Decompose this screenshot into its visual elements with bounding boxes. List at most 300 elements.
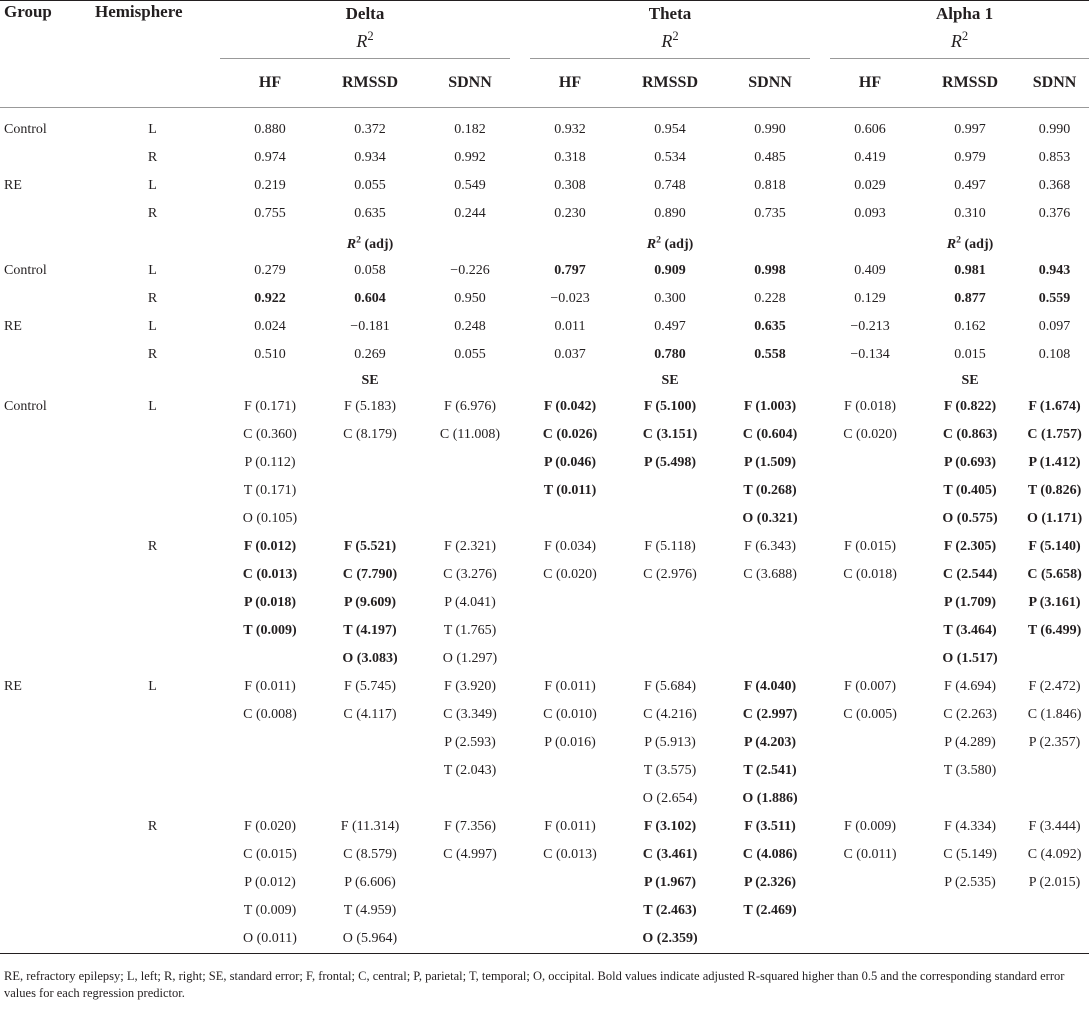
se-value-cell: O (1.886)	[742, 790, 798, 806]
header-measure-sdnn: SDNN	[420, 59, 520, 108]
value-cell: 0.310	[954, 206, 986, 221]
sub-spacer	[0, 228, 85, 257]
se-value-cell: C (5.149)	[943, 846, 997, 862]
se-value-cell: T (3.580)	[943, 762, 997, 778]
se-value-cell: F (2.321)	[443, 538, 497, 554]
se-value-cell	[520, 617, 620, 645]
se-value-cell: C (8.179)	[343, 426, 397, 442]
se-value-cell: C (1.846)	[1027, 706, 1082, 722]
se-row	[0, 925, 1089, 953]
group-cell	[0, 813, 85, 841]
hemisphere-cell: L	[148, 178, 157, 193]
value-cell: 0.909	[654, 262, 686, 278]
table-header	[0, 1, 1089, 108]
se-value-cell: T (2.469)	[743, 902, 797, 918]
se-value-cell: P (1.967)	[643, 874, 697, 890]
hemisphere-cell: L	[148, 262, 157, 278]
se-label-row-label: SE	[361, 372, 379, 388]
se-value-cell: P (0.046)	[543, 454, 597, 470]
value-cell: 0.368	[1038, 178, 1071, 193]
header-row-measures	[0, 59, 1089, 108]
se-value-cell: P (6.606)	[344, 874, 396, 890]
group-cell: Control	[4, 122, 47, 137]
se-row	[0, 449, 1089, 477]
se-value-cell: O (0.575)	[942, 510, 998, 526]
se-value-cell: F (7.356)	[443, 818, 497, 834]
hemisphere-cell: R	[147, 290, 158, 306]
se-value-cell: F (2.472)	[1028, 678, 1081, 694]
hemisphere-cell	[85, 561, 220, 589]
group-cell	[0, 144, 85, 172]
stat-label: $R^2$	[661, 29, 679, 51]
group-cell: Control	[4, 262, 47, 278]
se-value-cell: C (2.544)	[942, 566, 998, 582]
se-value-cell	[520, 757, 620, 785]
se-value-cell: F (0.015)	[843, 538, 897, 554]
se-row	[0, 477, 1089, 505]
se-value-cell: P (1.709)	[943, 594, 997, 610]
se-value-cell: C (4.216)	[643, 706, 697, 722]
band-name: Theta	[648, 4, 692, 23]
se-value-cell: F (2.305)	[943, 538, 997, 554]
bottom-rule-cell	[0, 953, 1089, 954]
se-value-cell	[520, 925, 620, 953]
stat-label: $R^2$ (adj)	[346, 234, 394, 252]
se-value-cell	[320, 449, 420, 477]
se-value-cell	[820, 925, 920, 953]
hemisphere-cell: L	[148, 318, 157, 334]
se-value-cell: P (0.016)	[544, 734, 596, 750]
se-value-cell: F (0.009)	[843, 818, 897, 834]
se-value-cell: F (4.334)	[943, 818, 997, 834]
hemisphere-cell	[85, 505, 220, 533]
value-cell: 0.534	[654, 150, 686, 165]
se-value-cell: C (0.360)	[243, 426, 297, 442]
se-value-cell	[920, 785, 1020, 813]
r2adj-row	[0, 285, 1089, 313]
se-value-cell: O (0.105)	[242, 510, 298, 526]
se-value-cell	[520, 897, 620, 925]
value-cell: 0.162	[954, 318, 986, 334]
se-value-cell	[320, 505, 420, 533]
se-value-cell	[420, 785, 520, 813]
se-value-cell: F (6.976)	[443, 398, 497, 414]
sub-spacer	[220, 228, 320, 257]
se-value-cell: C (0.018)	[843, 566, 897, 582]
group-cell: RE	[4, 178, 22, 193]
se-label-row-label: SE	[661, 372, 679, 388]
se-value-cell: P (0.112)	[244, 454, 296, 470]
value-cell: 0.129	[854, 290, 886, 306]
group-cell	[0, 477, 85, 505]
se-value-cell	[720, 617, 820, 645]
hemisphere-cell	[85, 617, 220, 645]
se-value-cell	[1020, 785, 1089, 813]
sub-spacer	[1020, 369, 1089, 393]
se-value-cell: C (7.790)	[342, 566, 398, 582]
header-row-bands	[0, 1, 1089, 60]
se-value-cell: C (5.658)	[1027, 566, 1082, 582]
se-value-cell: P (4.041)	[444, 594, 496, 610]
stat-label: $R^2$ (adj)	[646, 234, 694, 252]
r2adj-label-row	[0, 228, 1089, 257]
se-value-cell: C (3.276)	[443, 566, 497, 582]
value-cell: 0.024	[254, 318, 286, 334]
se-value-cell	[1020, 897, 1089, 925]
sub-spacer	[0, 369, 85, 393]
value-cell: 0.748	[654, 178, 686, 193]
header-spacer	[0, 59, 85, 108]
se-value-cell: P (0.018)	[243, 594, 297, 610]
se-value-cell	[620, 589, 720, 617]
header-measure-hf: HF	[820, 59, 920, 108]
value-cell: 0.549	[454, 178, 486, 193]
se-value-cell	[620, 617, 720, 645]
se-value-cell: C (2.263)	[943, 706, 997, 722]
value-cell: 0.244	[454, 206, 486, 221]
header-band-alpha-1	[820, 1, 1089, 60]
se-value-cell: C (3.349)	[443, 706, 497, 722]
hemisphere-cell: R	[147, 346, 158, 362]
value-cell: −0.213	[850, 318, 890, 334]
value-cell: 0.755	[254, 206, 286, 221]
se-value-cell: P (4.203)	[743, 734, 797, 750]
se-value-cell	[1020, 645, 1089, 673]
se-value-cell	[520, 645, 620, 673]
value-cell: 0.635	[354, 206, 386, 221]
se-row	[0, 897, 1089, 925]
r2adj-row	[0, 313, 1089, 341]
r2-row	[0, 172, 1089, 200]
se-value-cell: T (2.043)	[443, 762, 497, 778]
header-measure-hf: HF	[520, 59, 620, 108]
se-value-cell: F (5.684)	[643, 678, 697, 694]
se-value-cell: C (3.688)	[743, 566, 797, 582]
se-value-cell	[320, 785, 420, 813]
sub-spacer	[420, 228, 520, 257]
header-measure-sdnn: SDNN	[1020, 59, 1089, 108]
hemisphere-cell: L	[148, 678, 157, 694]
se-value-cell	[620, 477, 720, 505]
se-row	[0, 505, 1089, 533]
se-value-cell	[820, 869, 920, 897]
se-value-cell: F (4.694)	[943, 678, 997, 694]
value-cell: 0.308	[554, 178, 586, 193]
se-value-cell	[420, 505, 520, 533]
value-cell: 0.922	[254, 290, 286, 306]
se-value-cell: O (2.359)	[642, 930, 698, 946]
sub-spacer	[520, 228, 620, 257]
se-row	[0, 729, 1089, 757]
value-cell: 0.318	[554, 150, 586, 165]
group-cell	[0, 785, 85, 813]
table-footnote: RE, refractory epilepsy; L, left; R, right; SE, standard error; F, frontal; C, central; P, parietal; T, temporal; O, occipital. Bold values indicate adjusted R-squared higher than 0.5 and the corresponding standard error values for each regression predictor.	[4, 968, 1065, 1000]
band-name: Alpha 1	[935, 4, 994, 23]
group-cell: RE	[4, 678, 22, 694]
header-measure-rmssd: RMSSD	[620, 59, 720, 108]
se-value-cell: P (2.535)	[944, 874, 996, 890]
r2-row	[0, 116, 1089, 144]
se-value-cell	[620, 505, 720, 533]
value-cell: 0.950	[454, 290, 486, 306]
se-value-cell	[220, 645, 320, 673]
se-value-cell: C (0.013)	[242, 566, 298, 582]
value-cell: 0.219	[254, 178, 286, 193]
value-cell: −0.226	[450, 262, 490, 278]
se-value-cell	[420, 477, 520, 505]
se-value-cell	[220, 757, 320, 785]
se-value-cell	[620, 645, 720, 673]
se-value-cell	[320, 757, 420, 785]
se-row	[0, 869, 1089, 897]
se-value-cell: T (3.575)	[643, 762, 697, 778]
value-cell: 0.015	[954, 346, 986, 362]
value-cell: 0.055	[454, 346, 486, 362]
value-cell: 0.279	[254, 262, 286, 278]
header-measure-rmssd: RMSSD	[920, 59, 1020, 108]
value-cell: −0.134	[850, 346, 890, 362]
value-cell: 0.974	[254, 150, 286, 165]
se-value-cell	[820, 645, 920, 673]
se-value-cell	[820, 729, 920, 757]
se-value-cell	[820, 757, 920, 785]
se-value-cell: O (0.011)	[243, 930, 297, 946]
se-row	[0, 561, 1089, 589]
se-value-cell	[820, 477, 920, 505]
se-value-cell: C (3.151)	[642, 426, 698, 442]
group-cell	[0, 200, 85, 228]
value-cell: 0.228	[754, 290, 786, 306]
se-value-cell	[220, 729, 320, 757]
se-value-cell: P (2.015)	[1028, 874, 1081, 890]
se-row	[0, 701, 1089, 729]
se-value-cell: T (6.499)	[1027, 622, 1082, 638]
se-value-cell: F (3.920)	[443, 678, 497, 694]
hemisphere-cell	[85, 477, 220, 505]
se-value-cell: F (4.040)	[743, 678, 797, 694]
se-row	[0, 533, 1089, 561]
hemisphere-cell: R	[147, 818, 158, 834]
se-value-cell: P (2.326)	[743, 874, 797, 890]
group-cell	[0, 505, 85, 533]
se-value-cell: F (0.011)	[544, 678, 596, 694]
se-row	[0, 785, 1089, 813]
sub-spacer	[720, 228, 820, 257]
r2adj-label-row-label	[920, 228, 1020, 257]
value-cell: 0.419	[854, 150, 886, 165]
value-cell: 0.510	[254, 346, 286, 362]
hemisphere-cell	[85, 785, 220, 813]
value-cell: 0.853	[1038, 150, 1071, 165]
value-cell: 0.780	[654, 346, 686, 362]
stat-label: $R^2$	[950, 29, 969, 51]
group-cell	[0, 589, 85, 617]
group-cell	[0, 729, 85, 757]
se-value-cell	[820, 505, 920, 533]
se-value-cell: C (8.579)	[343, 846, 397, 862]
stat-label: $R^2$ (adj)	[946, 234, 994, 252]
se-value-cell: T (2.463)	[643, 902, 697, 918]
se-value-cell: P (5.498)	[643, 454, 697, 470]
value-cell: 0.606	[854, 122, 886, 137]
value-cell: 0.979	[954, 150, 986, 165]
se-value-cell	[820, 785, 920, 813]
sub-spacer	[820, 369, 920, 393]
hemisphere-cell	[85, 869, 220, 897]
value-cell: 0.880	[254, 122, 286, 137]
se-value-cell: C (0.020)	[843, 426, 897, 442]
se-value-cell: P (4.289)	[944, 734, 996, 750]
header-measure-rmssd: RMSSD	[320, 59, 420, 108]
se-value-cell: C (1.757)	[1027, 426, 1082, 442]
se-label-row-label: SE	[961, 372, 979, 388]
se-row	[0, 757, 1089, 785]
hemisphere-cell	[85, 925, 220, 953]
se-value-cell: T (0.009)	[243, 622, 297, 638]
se-label-row	[0, 369, 1089, 393]
value-cell: 0.990	[1038, 122, 1071, 137]
hemisphere-cell: R	[147, 150, 158, 165]
se-value-cell: C (0.008)	[243, 706, 297, 722]
se-value-cell	[1020, 925, 1089, 953]
se-value-cell	[820, 449, 920, 477]
se-value-cell: C (0.013)	[543, 846, 597, 862]
se-value-cell	[720, 925, 820, 953]
group-cell	[0, 757, 85, 785]
r2-row	[0, 144, 1089, 172]
se-value-cell: T (0.268)	[743, 482, 797, 498]
se-value-cell	[1020, 757, 1089, 785]
value-cell: −0.023	[550, 290, 590, 306]
se-value-cell: T (0.405)	[943, 482, 997, 498]
value-cell: 0.558	[754, 346, 786, 362]
se-value-cell: F (0.012)	[243, 538, 297, 554]
value-cell: 0.635	[754, 318, 786, 334]
se-value-cell: F (5.118)	[644, 538, 696, 554]
se-value-cell	[320, 729, 420, 757]
se-value-cell: P (0.693)	[943, 454, 997, 470]
value-cell: 0.376	[1038, 206, 1071, 221]
hemisphere-cell	[85, 701, 220, 729]
value-cell: −0.181	[350, 318, 390, 334]
hemisphere-cell	[85, 589, 220, 617]
value-cell: 0.029	[854, 178, 886, 193]
r2adj-label-row-label	[620, 228, 720, 257]
value-cell: 0.248	[454, 318, 486, 334]
sub-spacer	[720, 369, 820, 393]
header-measure-hf: HF	[220, 59, 320, 108]
se-value-cell: C (2.997)	[742, 706, 798, 722]
se-value-cell: F (1.003)	[743, 398, 797, 414]
value-cell: 0.998	[754, 262, 786, 278]
se-value-cell: F (5.100)	[643, 398, 697, 414]
se-value-cell: C (0.015)	[243, 846, 297, 862]
sub-spacer	[520, 369, 620, 393]
se-value-cell: P (2.357)	[1028, 734, 1081, 750]
se-value-cell: F (3.444)	[1028, 818, 1081, 834]
se-row	[0, 841, 1089, 869]
group-cell: RE	[4, 318, 22, 334]
group-cell	[0, 701, 85, 729]
se-value-cell	[420, 897, 520, 925]
group-cell	[0, 869, 85, 897]
se-value-cell: F (11.314)	[340, 818, 400, 834]
group-cell	[0, 341, 85, 369]
se-value-cell: F (0.171)	[243, 398, 297, 414]
hemisphere-cell: L	[148, 122, 157, 137]
se-value-cell: O (0.321)	[742, 510, 798, 526]
se-value-cell: C (4.997)	[443, 846, 497, 862]
value-cell: 0.497	[654, 318, 686, 334]
se-value-cell: C (0.010)	[543, 706, 597, 722]
se-value-cell: C (0.005)	[843, 706, 897, 722]
se-value-cell: O (3.083)	[342, 650, 398, 666]
se-value-cell	[520, 505, 620, 533]
se-value-cell: T (0.826)	[1027, 482, 1082, 498]
se-value-cell: C (0.604)	[742, 426, 798, 442]
group-cell	[0, 897, 85, 925]
value-cell: 0.934	[354, 150, 386, 165]
se-value-cell	[820, 897, 920, 925]
se-value-cell: F (0.007)	[843, 678, 897, 694]
se-value-cell: C (0.011)	[843, 846, 897, 862]
value-cell: 0.559	[1038, 290, 1071, 306]
se-value-cell: C (0.863)	[942, 426, 998, 442]
se-value-cell: F (0.020)	[243, 818, 297, 834]
value-cell: 0.497	[954, 178, 986, 193]
se-value-cell: C (4.092)	[1027, 846, 1082, 862]
value-cell: 0.992	[454, 150, 486, 165]
hemisphere-cell: L	[148, 398, 157, 414]
se-value-cell: O (2.654)	[642, 790, 698, 806]
se-value-cell: F (0.822)	[943, 398, 997, 414]
se-value-cell	[720, 645, 820, 673]
group-cell: Control	[4, 398, 47, 414]
se-value-cell	[520, 869, 620, 897]
se-value-cell: F (0.018)	[843, 398, 897, 414]
bottom-rule	[0, 953, 1089, 954]
group-cell	[0, 561, 85, 589]
header-band-theta	[520, 1, 820, 60]
sub-spacer	[1020, 228, 1089, 257]
se-value-cell: F (5.745)	[343, 678, 397, 694]
se-value-cell: F (0.042)	[543, 398, 597, 414]
r2adj-row	[0, 341, 1089, 369]
hemisphere-cell	[85, 757, 220, 785]
r2adj-label-row-label	[320, 228, 420, 257]
value-cell: 0.300	[654, 290, 686, 306]
value-cell: 0.890	[654, 206, 686, 221]
value-cell: 0.058	[354, 262, 386, 278]
value-cell: 0.954	[654, 122, 686, 137]
value-cell: 0.997	[954, 122, 986, 137]
se-value-cell: P (2.593)	[444, 734, 496, 750]
stat-label: $R^2$	[356, 29, 374, 51]
se-value-cell: F (3.511)	[744, 818, 796, 834]
se-value-cell: P (3.161)	[1028, 594, 1081, 610]
group-cell	[0, 533, 85, 561]
se-value-cell	[320, 477, 420, 505]
r2-row	[0, 200, 1089, 228]
hemisphere-cell	[85, 841, 220, 869]
se-row	[0, 393, 1089, 421]
value-cell: 0.818	[754, 178, 786, 193]
value-cell: 0.981	[954, 262, 986, 278]
header-spacer	[85, 59, 220, 108]
se-value-cell	[820, 617, 920, 645]
se-row	[0, 421, 1089, 449]
header-measure-sdnn: SDNN	[720, 59, 820, 108]
